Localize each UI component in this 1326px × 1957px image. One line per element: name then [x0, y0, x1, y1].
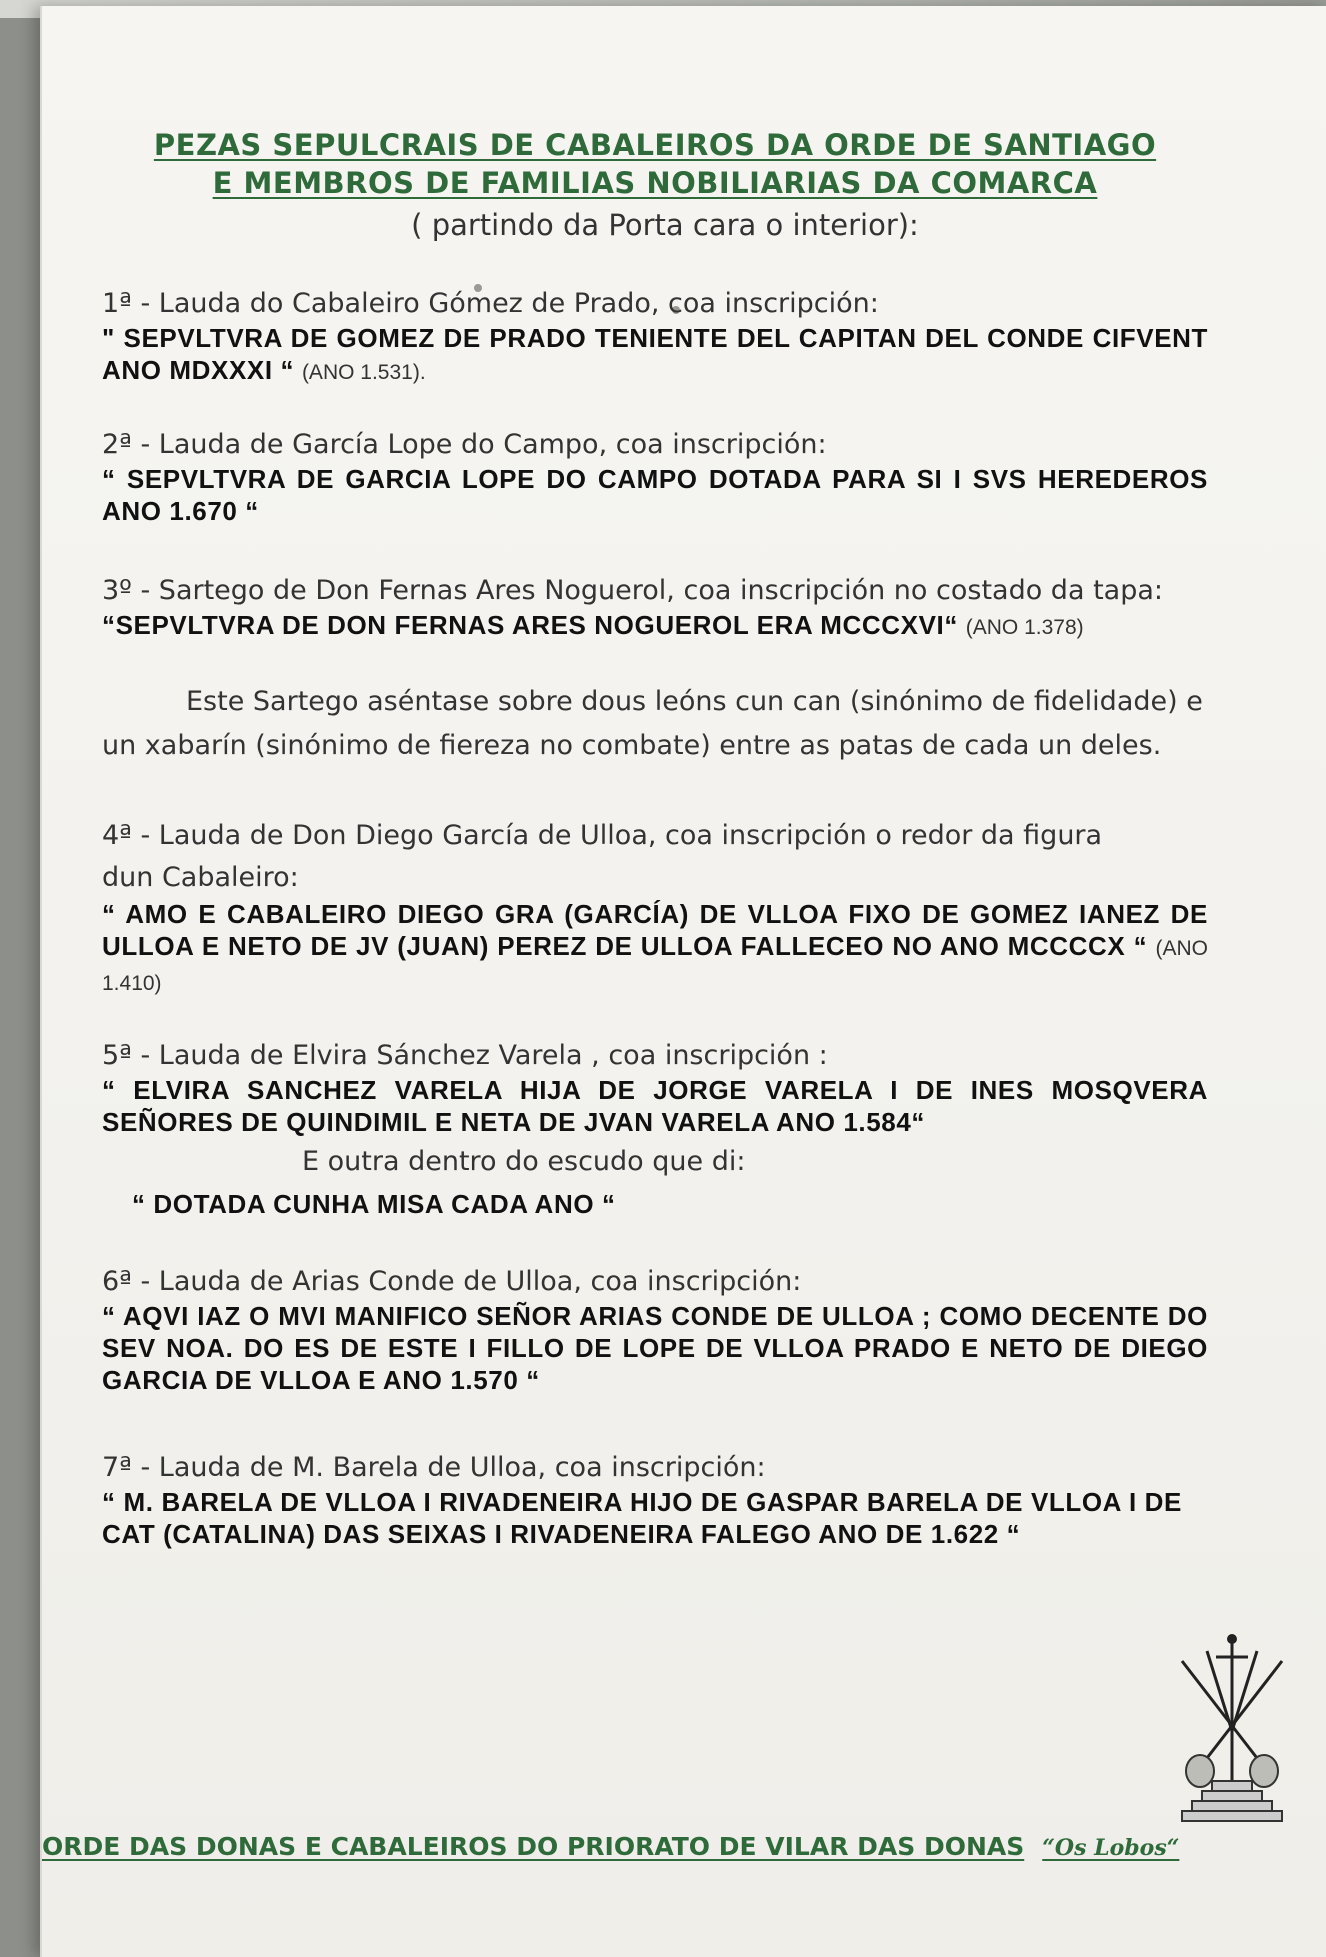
- shield-inscription: “ DOTADA CUNHA MISA CADA ANO “: [132, 1189, 616, 1219]
- document-footer: [42, 1832, 1222, 1861]
- entry-4: [102, 814, 1208, 1000]
- entry-inscription: [102, 322, 1208, 389]
- inscription-text: “SEPVLTVRA DE DON FERNAS ARES NOGUEROL ERA MCCCXVI“: [102, 610, 958, 640]
- entry-inscription: “ SEPVLTVRA DE GARCIA LOPE DO CAMPO DOTADA PARA SI I SVS HEREDEROS ANO 1.670 “: [102, 464, 1208, 526]
- document-subtitle: ( partindo da Porta cara o interior):: [411, 208, 919, 242]
- inscription-year-note: (ANO 1.378): [965, 616, 1084, 639]
- entry-intro: 2ª - Lauda de García Lope do Campo, coa inscripción:: [102, 429, 827, 460]
- entry-inscription: “ AQVI IAZ O MVI MANIFICO SEÑOR ARIAS CONDE DE ULLOA ; COMO DECENTE DO SEV NOA. DO ES DE ESTE I FILLO DE LOPE DE VLLOA PRADO E NETO DE DIEGO GARCIA DE VLLOA E ANO 1.570 “: [102, 1301, 1208, 1395]
- entry-intro: 7ª - Lauda de M. Barela de Ulloa, coa inscripción:: [102, 1452, 766, 1483]
- entry-intro: 5ª - Lauda de Elvira Sánchez Varela , coa inscripción :: [102, 1040, 828, 1071]
- entry-6: [102, 1264, 1208, 1396]
- entry-inscription: [102, 609, 1208, 644]
- footer-organization: ORDE DAS DONAS E CABALEIROS DO PRIORATO DE VILAR DAS DONAS: [42, 1832, 1025, 1861]
- entry-inscription: [102, 898, 1208, 1000]
- document-content: [62, 126, 1208, 1550]
- document-title: [102, 126, 1208, 202]
- title-line-1: PEZAS SEPULCRAIS DE CABALEIROS DA ORDE DE SANTIAGO: [153, 128, 1157, 162]
- entry-inscription: “ ELVIRA SANCHEZ VARELA HIJA DE JORGE VARELA I DE INES MOSQVERA SEÑORES DE QUINDIMIL E NETA DE JVAN VARELA ANO 1.584“: [102, 1075, 1208, 1137]
- sarcophagus-description: Este Sartego aséntase sobre dous leóns cun can (sinónimo de fidelidade) e un xabarín (sinónimo de fiereza no combate) entre as patas de cada un deles.: [102, 686, 1203, 761]
- entry-1: [102, 286, 1208, 389]
- entry-intro: 6ª - Lauda de Arias Conde de Ulloa, coa inscripción:: [102, 1266, 802, 1297]
- title-line-2: E MEMBROS DE FAMILIAS NOBILIARIAS DA COMARCA: [212, 166, 1098, 200]
- entry-intro: 4ª - Lauda de Don Diego García de Ulloa, coa inscripción o redor da figura: [102, 820, 1103, 851]
- entry-intro: 3º - Sartego de Don Fernas Ares Noguerol, coa inscripción no costado da tapa:: [102, 575, 1163, 606]
- inscription-text: “ AMO E CABALEIRO DIEGO GRA (GARCÍA) DE VLLOA FIXO DE GOMEZ IANEZ DE ULLOA E NETO DE JV (JUAN) PEREZ DE ULLOA FALLECEO NO ANO MCCCCX “: [102, 899, 1208, 961]
- footer-motto: “Os Lobos“: [1042, 1835, 1180, 1861]
- entry-7: [102, 1450, 1182, 1550]
- inscription-year-note: (ANO 1.531).: [301, 361, 426, 384]
- document-sheet: [40, 6, 1326, 1957]
- inscription-year-note: (ANO 1.410): [102, 937, 1208, 995]
- shield-inscription-intro: E outra dentro do escudo que di:: [302, 1146, 746, 1177]
- entry-intro: 1ª - Lauda do Cabaleiro Gómez de Prado, coa inscripción:: [102, 288, 879, 319]
- entry-intro-continued: dun Cabaleiro:: [102, 862, 299, 893]
- entry-5: [102, 1038, 1208, 1138]
- entry-inscription: “ M. BARELA DE VLLOA I RIVADENEIRA HIJO DE GASPAR BARELA DE VLLOA I DE CAT (CATALINA) DAS SEIXAS I RIVADENEIRA FALEGO ANO DE 1.622 “: [102, 1487, 1182, 1549]
- inscription-text: " SEPVLTVRA DE GOMEZ DE PRADO TENIENTE DEL CAPITAN DEL CONDE CIFVENT ANO MDXXXI “: [102, 323, 1208, 385]
- entry-3: [102, 573, 1208, 644]
- entry-2: [102, 427, 1208, 527]
- cross-emblem-icon: [1172, 1631, 1292, 1841]
